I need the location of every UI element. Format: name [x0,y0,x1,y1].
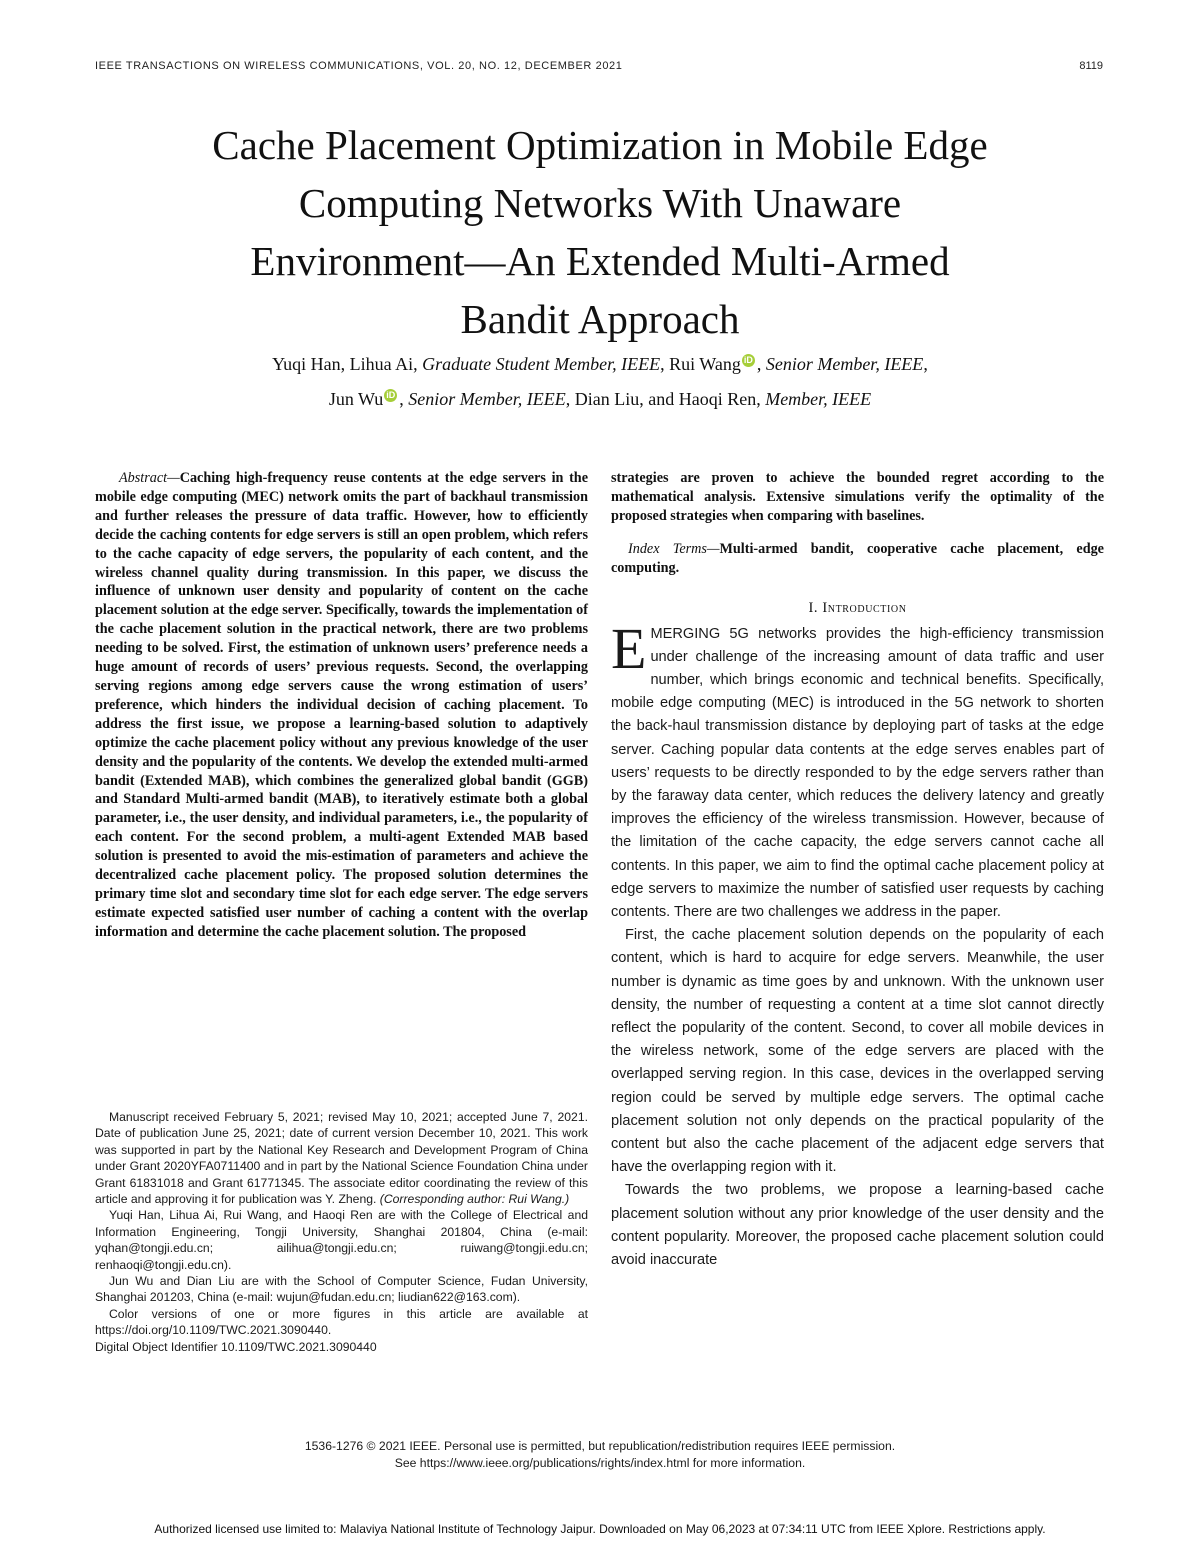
abstract-continued: strategies are proven to achieve the bounded regret according to the mathematical analysis. Extensive simulations verify the optimality of the proposed strategies when comparing with baselines. [611,470,1104,524]
author-name: Jun Wu [328,389,384,409]
left-column [95,469,588,942]
author-membership: Graduate Student Member, IEEE [422,354,661,374]
abstract [95,469,588,942]
paragraph-text: MERGING 5G networks provides the high-efficiency transmission under challenge of the increasing amount of data traffic and user number, which brings economic and technical benefits. Specifically, mobile edge computing (MEC) is introduced in the 5G network to shorten the back-haul transmission distance by deploying part of tasks at the edge server. Caching popular data contents at the edge serves enables part of users’ requests to be directly responded to by the edge servers rather than by the faraway data center, which reduces the delivery latency and greatly improves the efficiency of the wireless transmission. However, because of the limitation of the cache capacity, the edge servers cannot cache all contents. In this paper, we aim to find the optimal cache placement policy at edge servers to maximize the number of satisfied user requests by caching contents. There are two challenges we address in the paper. [611,625,1104,920]
right-column [611,469,1104,1272]
author-line-1 [100,347,1100,382]
corresponding-author: (Corresponding author: Rui Wang.) [379,1192,570,1207]
title-line: Computing Networks With Unaware [298,180,902,226]
index-terms-text: Multi-armed bandit, cooperative cache placement, edge computing. [611,540,1104,576]
title-line: Environment—An Extended Multi-Armed [250,238,950,284]
license-notice: Authorized licensed use limited to: Malaviya National Institute of Technology Jaipur. Downloaded on May 06,2023 at 07:34:11 UTC from IEEE Xplore. Restrictions apply. [154,1522,1046,1536]
title-line: Cache Placement Optimization in Mobile Edge [212,122,988,168]
index-terms-label: Index Terms— [628,540,720,557]
copyright-line-2[interactable]: See https://www.ieee.org/publications/rights/index.html for more information. [394,1456,806,1470]
section-heading: I. Introduction [808,599,907,616]
orcid-icon[interactable]: iD [743,355,753,365]
intro-paragraph-1 [611,615,1104,925]
footnotes [95,1109,588,1355]
title-line: Bandit Approach [460,296,740,342]
intro-paragraph-3: Towards the two problems, we propose a learning-based cache placement solution without any prior knowledge of the user density and the content popularity. Moreover, the proposed cache placement solution could avoid inaccurate [611,1182,1104,1269]
author-line-2 [100,382,1100,417]
index-terms [611,540,1104,578]
author-membership: Member, IEEE [765,389,872,409]
copyright-notice [100,1438,1100,1472]
author-membership: Senior Member, IEEE [408,389,566,409]
author-membership: Senior Member, IEEE [765,354,924,374]
copyright-line-1: 1536-1276 © 2021 IEEE. Personal use is permitted, but republication/redistribution requires IEEE permission. [304,1439,896,1453]
intro-paragraph-2: First, the cache placement solution depends on the popularity of each content, which is hard to acquire for edge servers. Meanwhile, the user number is dynamic as time goes by and unknown. With the unknown user density, the number of requesting a content at a time slot cannot directly reflect the popularity of the content. Second, to cover all mobile devices in the wireless network, some of the edge servers are placed with the overlapped serving region. In this case, devices in the overlapped serving region could be served by multiple edge servers. The optimal cache placement solution not only depends on the practical popularity of the content but also the cache placement of the adjacent edge servers that have the overlapping region with it. [611,927,1104,1176]
author-name: , Rui Wang [660,354,741,374]
footnote-color-versions: Color versions of one or more figures in this article are available at https://doi.org/10.1109/TWC.2021.3090440. [95,1306,588,1338]
footnote-affiliation-1: Yuqi Han, Lihua Ai, Rui Wang, and Haoqi Ren are with the College of Electrical and Information Engineering, Tongji University, Shanghai 201804, China (e-mail: yqhan@tongji.edu.cn; ailihua@tongji.edu.cn; ruiwang@tongji.edu.cn; renhaoqi@tongji.edu.cn). [95,1208,588,1272]
page-number: 8119 [1079,60,1103,72]
separator: , [756,354,766,374]
footnote-affiliation-2: Jun Wu and Dian Liu are with the School of Computer Science, Fudan University, Shanghai 201203, China (e-mail: wujun@fudan.edu.cn; liudian622@163.com). [95,1274,588,1305]
footnote-text: Manuscript received February 5, 2021; revised May 10, 2021; accepted June 7, 2021. Date of publication June 25, 2021; date of current version December 10, 2021. This work was supported in part by the National Key Research and Development Program of China under Grant 2020YFA0711400 and in part by the National Science Foundation China under Grant 61831018 and Grant 61771345. The associate editor coordinating the review of this article and approving it for publication was Y. Zheng. [95,1110,588,1207]
orcid-icon[interactable]: iD [386,390,396,400]
footnote-doi: Digital Object Identifier 10.1109/TWC.2021.3090440 [95,1339,377,1354]
separator: , [923,354,928,374]
separator: , [399,389,409,409]
abstract-label: Abstract— [119,470,180,486]
footnote-manuscript [95,1109,588,1207]
dropcap: E [611,615,647,681]
author-list [100,347,1100,417]
abstract-text: Caching high-frequency reuse contents at the edge servers in the mobile edge computing (MEC) network omits the part of backhaul transmission and further releases the pressure of data traffic. However, how to efficiently decide the caching contents for edge servers is still an open problem, which refers to the cache capacity of edge servers, the popularity of each content, and the wireless channel quality during transmission. In this paper, we discuss the influence of unknown user density and popularity of content on the cache placement solution at the edge server. Specifically, towards the implementation of the cache placement solution in the practical network, there are two problems needing to be solved. First, the estimation of unknown users’ preference needs a huge amount of records of users’ previous requests. Second, the overlapping serving regions among edge servers cause the wrong estimation of users’ preference, which hinders the individual decision of caching placement. To address the first issue, we propose a learning-based solution to adaptively optimize the cache placement policy without any previous knowledge of the user density and the popularity of the contents. We develop the extended multi-armed bandit (Extended MAB), which combines the generalized global bandit (GGB) and Standard Multi-armed bandit (MAB), to iteratively estimate both a global parameter, i.e., the user density, and individual parameters, i.e., the popularity of each content. For the second problem, a multi-agent Extended MAB based solution is presented to avoid the mis-estimation of parameters and achieve the decentralized cache placement policy. The proposed solution determines the primary time slot and secondary time slot for each edge server. The edge servers estimate expected satisfied user number of caching a content with the overlap information and determine the cache placement solution. The proposed [95,470,588,940]
paper-title [100,116,1100,348]
author-names: , Dian Liu, and Haoqi Ren, [565,389,766,409]
running-head: IEEE TRANSACTIONS ON WIRELESS COMMUNICATIONS, VOL. 20, NO. 12, DECEMBER 2021 [95,60,623,72]
author-names: Yuqi Han, Lihua Ai, [272,354,423,374]
